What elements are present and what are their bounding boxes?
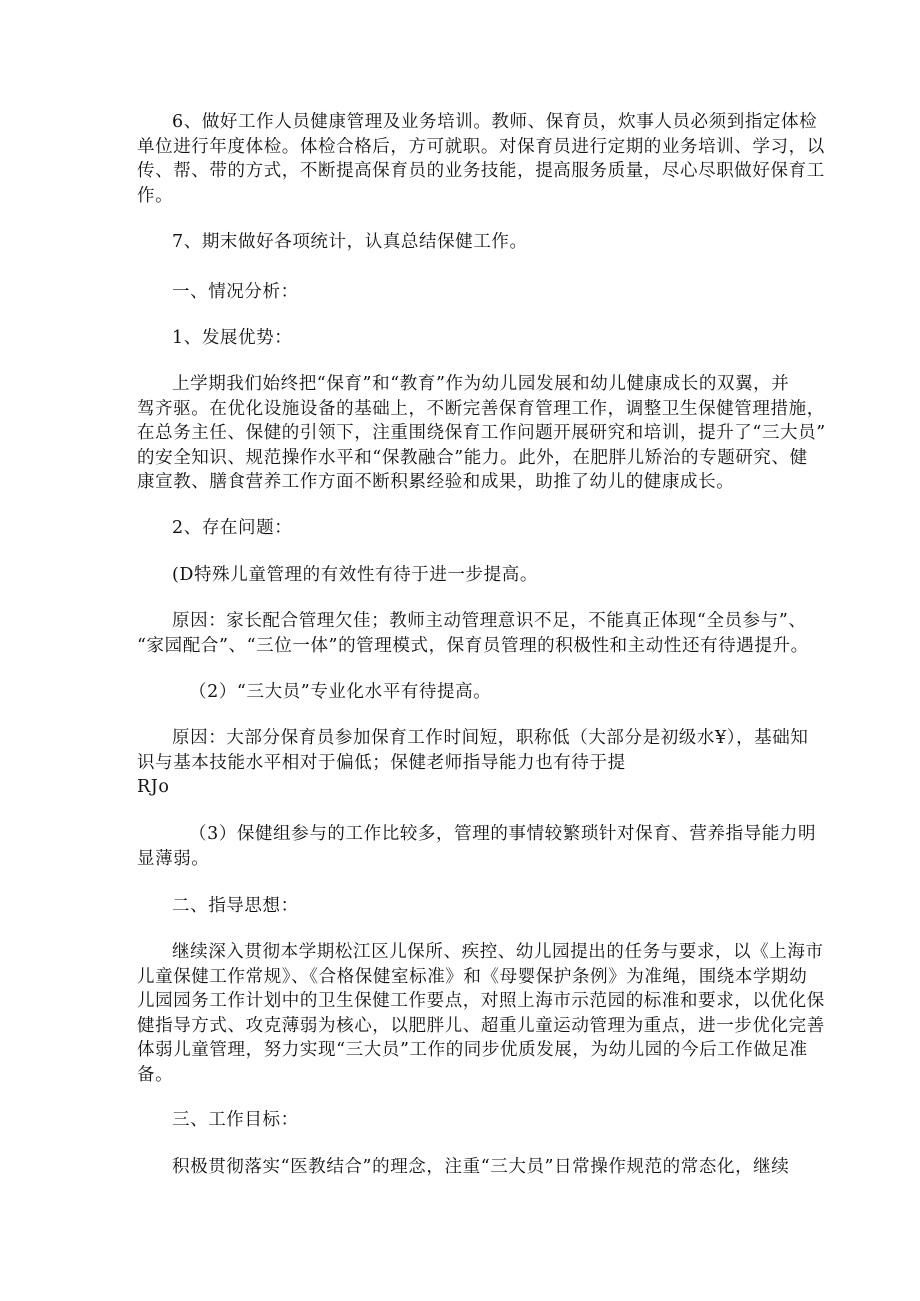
- paragraph-problem-3: [137, 822, 817, 871]
- heading-situation-analysis: [137, 280, 783, 305]
- text-line: 上学期我们始终把“保育”和“教育”作为幼儿园发展和幼儿健康成长的双翼，并: [172, 374, 790, 394]
- text-line: （2）“三大员”专业化水平有待提高。: [189, 682, 492, 702]
- text-line: RJo: [137, 777, 170, 797]
- text-line: 7、期末做好各项统计，认真总结保健工作。: [172, 232, 528, 252]
- text-line: 在总务主任、保健的引领下，注重围绕保育工作问题开展研究和培训，提升了“三大员”: [137, 423, 826, 443]
- text-line: 识与基本技能水平相对于偏低；保健老师指导能力也有待于提: [137, 752, 626, 773]
- text-line: 备。: [137, 1064, 174, 1085]
- paragraph-item-6: [137, 110, 825, 208]
- text-line: 儿童保健工作常规》、《合格保健室标准》和《母婴保护条例》为准绳，围绕本学期幼: [137, 966, 808, 987]
- text-line: (D特殊儿童管理的有效性有待于进一步提高。: [172, 565, 538, 585]
- text-line: 体弱儿童管理，努力实现“三大员”工作的同步优质发展，为幼儿园的今后工作做足准: [137, 1040, 808, 1060]
- text-line: 继续深入贯彻本学期松江区儿保所、疾控、幼儿园提出的任务与要求，以《上海市: [172, 942, 824, 962]
- text-line: 6、做好工作人员健康管理及业务培训。教师、保育员，炊事人员必须到指定体检: [172, 112, 818, 132]
- paragraph-item-7: [137, 230, 783, 255]
- text-line: 驾齐驱。在优化设施设备的基础上，不断完善保育管理工作，调整卫生保健管理措施，: [137, 398, 825, 419]
- text-line: “家园配合”、“三位一体”的管理模式，保育员管理的积极性和主动性还有待遇提升。: [137, 635, 809, 656]
- text-line: 2、存在问题：: [172, 518, 293, 538]
- paragraph-work-goals: [137, 1155, 790, 1180]
- text-line: 一、情况分析：: [172, 282, 299, 302]
- heading-guiding-ideology: [137, 894, 783, 919]
- heading-problems: [137, 516, 783, 541]
- text-line: 传、帮、带的方式，不断提高保育员的业务技能，提高服务质量，尽心尽职做好保育工: [137, 161, 825, 181]
- text-line: 显薄弱。: [137, 848, 210, 869]
- paragraph-problem-2: [137, 680, 783, 705]
- text-line: 原因：家长配合管理欠佳；教师主动管理意识不足，不能真正体现“全员参与”、: [172, 611, 807, 631]
- text-line: 的安全知识、规范操作水平和“保教融合”能力。此外，在肥胖儿矫治的专题研究、健: [137, 447, 808, 468]
- paragraph-problem-1: [137, 563, 783, 588]
- paragraph-strengths: [137, 372, 826, 495]
- heading-work-goals: [137, 1108, 783, 1133]
- text-line: 儿园园务工作计划中的卫生保健工作要点，对照上海市示范园的标准和要求，以优化保: [137, 991, 825, 1011]
- text-line: 二、指导思想：: [172, 896, 299, 916]
- text-line: （3）保健组参与的工作比较多，管理的事情较繁琐针对保育、营养指导能力明: [189, 824, 817, 844]
- text-line: 原因：大部分保育员参加保育工作时间短，职称低（大部分是初级水¥），基础知: [172, 728, 809, 748]
- heading-strengths: [137, 326, 783, 351]
- text-line: 积极贯彻落实“医教结合”的理念，注重“三大员”日常操作规范的常态化，继续: [172, 1157, 790, 1177]
- text-line: 健指导方式、攻克薄弱为核心，以肥胖儿、超重儿童运动管理为重点，进一步优化完善: [137, 1015, 825, 1036]
- text-line: 康宣教、膳食营养工作方面不断积累经验和成果，助推了幼儿的健康成长。: [137, 472, 735, 492]
- text-line: 1、发展优势：: [172, 328, 293, 348]
- paragraph-reason-1: [137, 609, 809, 658]
- paragraph-reason-2: [137, 726, 809, 800]
- paragraph-guiding-ideology: [137, 940, 825, 1087]
- text-line: 单位进行年度体检。体检合格后，方可就职。对保育员进行定期的业务培训、学习，以: [137, 136, 825, 157]
- text-line: 作。: [137, 185, 174, 206]
- text-line: 三、工作目标：: [172, 1110, 299, 1130]
